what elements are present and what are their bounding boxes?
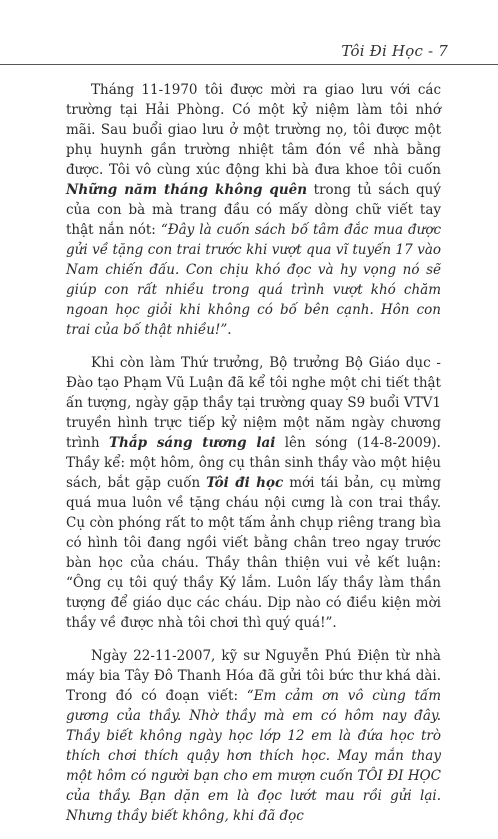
paragraph [66,80,441,340]
bold-italic-text-run: Thắp sáng tương lai [108,435,276,451]
text-run: Tháng 11-1970 tôi được mời ra giao lưu với các trường tại Hải Phòng. Có một kỷ niệm làm tôi nhớ mãi. Sau buổi giao lưu ở một trường nọ, tôi được một phụ huynh gần trường nhiệt tâm đón về nhà bằng được. Tôi vô cùng xúc động khi bà đưa khoe tôi cuốn [66,82,441,178]
text-run: lên sóng (14-8-2009). Thầy kể: một hôm, ông cụ thân sinh thầy vào một hiệu sách, bắt gặp cuốn [66,435,441,491]
text-run: mới tái bản, cụ mừng quá mua luôn về tặng cháu nội cưng là con trai thầy. Cụ còn phóng rất to một tấm ảnh chụp riêng trang bìa có hình tôi đang ngồi viết bằng chân treo ngay trước bàn học của cháu. Thầy thân thiện vui vẻ kết luận: “Ông cụ tôi quý thầy Ký lắm. Luôn lấy thầy làm thần tượng để giáo dục các cháu. Dịp nào có điều kiện mời thầy về được nhà tôi chơi thì quý quá!”. [66,475,441,631]
bold-italic-text-run: Tôi đi học [206,475,284,491]
bold-italic-text-run: Những năm tháng không quên [66,182,308,198]
running-header: Tôi Đi Học - 7 [341,42,448,60]
italic-text-run: “Đây là cuốn sách bố tâm đắc mua được gửi về tặng con trai trước khi vượt qua vĩ tuyến 17 vào Nam chiến đấu. Con chịu khó đọc và hy vọng nó sẽ giúp con rất nhiều trong quá trình vượt khó chăm ngoan học giỏi khi không có bố bên cạnh. Hôn con trai của bố thật nhiều!” [66,222,442,338]
paragraph [66,353,441,633]
header-rule [0,64,498,65]
text-run: Khi còn làm Thứ trưởng, Bộ trưởng Bộ Giáo dục - Đào tạo Phạm Vũ Luận đã kể tôi nghe một chi tiết thật ấn tượng, ngày gặp thầy tại trường quay S9 buổi VTV1 truyền hình trực tiếp kỷ niệm một năm ngày chương trình [66,355,441,451]
text-run: . [227,322,232,338]
text-run: Ngày 22-11-2007, kỹ sư Nguyễn Phú Điện từ nhà máy bia Tây Đô Thanh Hóa đã gửi tôi bức thư khá dài. Trong đó có đoạn viết: [66,648,441,704]
italic-text-run: “Em cảm ơn vô cùng tấm gương của thầy. Nhờ thầy mà em có hôm nay đây. Thầy biết không ngày học lớp 12 em là đứa học trò thích chơi thích quậy hơn thích học. May mắn thay một hôm có người bạn cho em mượn cuốn TÔI ĐI HỌC của thầy. Bạn dặn em là đọc lướt mau rồi gửi lại. Nhưng thầy biết không, khi đã đọc [66,688,442,824]
page-body [66,80,441,839]
text-run: trong tủ sách quý của con bà mà trang đầu có mấy dòng chữ viết tay thật nắn nót: [66,182,441,238]
paragraph [66,646,441,826]
